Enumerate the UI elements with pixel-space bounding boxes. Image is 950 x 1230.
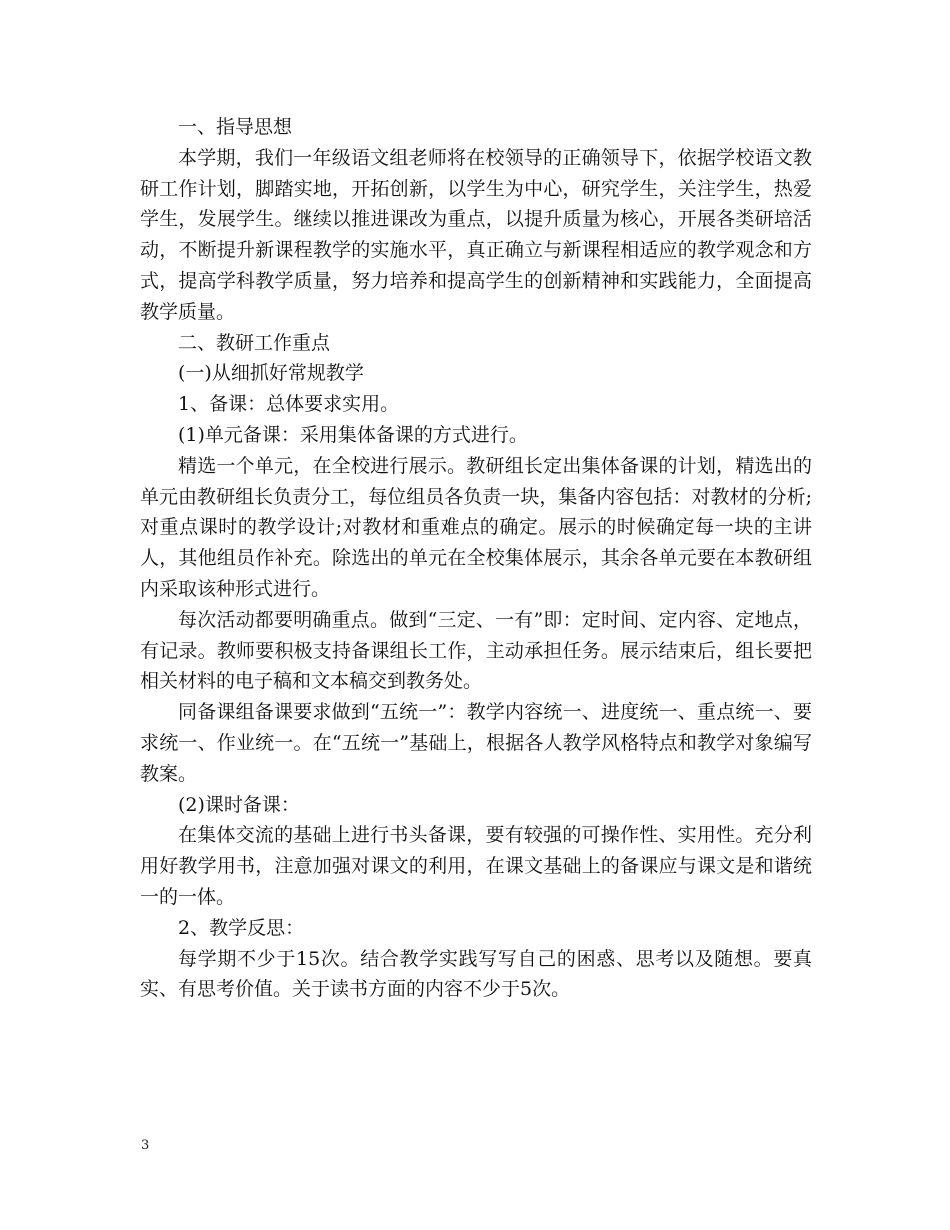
- paragraph-teaching-reflection: 每学期不少于15次。结合教学实践写写自己的困惑、思考以及随想。要真实、有思考价值。关于读书方面的内容不少于5次。: [140, 947, 812, 1001]
- paragraph-unit-preparation: 精选一个单元，在全校进行展示。教研组长定出集体备课的计划，精选出的单元由教研组长负责分工，每位组员各负责一块，集备内容包括：对教材的分析;对重点课时的教学设计;对教材和重难点的确定。展示的时候确定每一块的主讲人，其他组员作补充。除选出的单元在全校集体展示，其余各单元要在本教研组内采取该种形式进行。: [140, 454, 812, 600]
- subheading-routine-teaching: (一)从细抓好常规教学: [178, 362, 364, 385]
- paragraph-lesson-hour-preparation: 在集体交流的基础上进行书头备课，要有较强的可操作性、实用性。充分利用好教学用书，注意加强对课文的利用，在课文基础上的备课应与课文是和谐统一的一体。: [140, 824, 812, 908]
- document-body: [140, 112, 812, 1005]
- section-heading-research-focus: 二、教研工作重点: [178, 331, 331, 354]
- paragraph-guiding-ideology: 本学期，我们一年级语文组老师将在校领导的正确领导下，依据学校语文教研工作计划，脚踏实地，开拓创新，以学生为中心，研究学生，关注学生，热爱学生，发展学生。继续以推进课改为重点，以提升质量为核心，开展各类研培活动，不断提升新课程教学的实施水平，真正确立与新课程相适应的教学观念和方式，提高学科教学质量，努力培养和提高学生的创新精神和实践能力，全面提高教学质量。: [140, 146, 812, 323]
- paragraph-five-unifications: 同备课组备课要求做到“五统一”：教学内容统一、进度统一、重点统一、要求统一、作业统一。在“五统一”基础上，根据各人教学风格特点和教学对象编写教案。: [140, 701, 812, 785]
- item-lesson-hour-preparation: (2)课时备课：: [178, 793, 300, 816]
- item-unit-preparation: (1)单元备课：采用集体备课的方式进行。: [178, 423, 528, 446]
- page-number: 3: [141, 1138, 150, 1153]
- item-lesson-preparation: 1、备课：总体要求实用。: [178, 393, 400, 416]
- section-heading-guiding-ideology: 一、指导思想: [178, 116, 293, 138]
- item-teaching-reflection: 2、教学反思：: [178, 916, 305, 939]
- paragraph-activity-requirements: 每次活动都要明确重点。做到“三定、一有”即：定时间、定内容、定地点，有记录。教师要积极支持备课组长工作，主动承担任务。展示结束后，组长要把相关材料的电子稿和文本稿交到教务处。: [140, 608, 812, 693]
